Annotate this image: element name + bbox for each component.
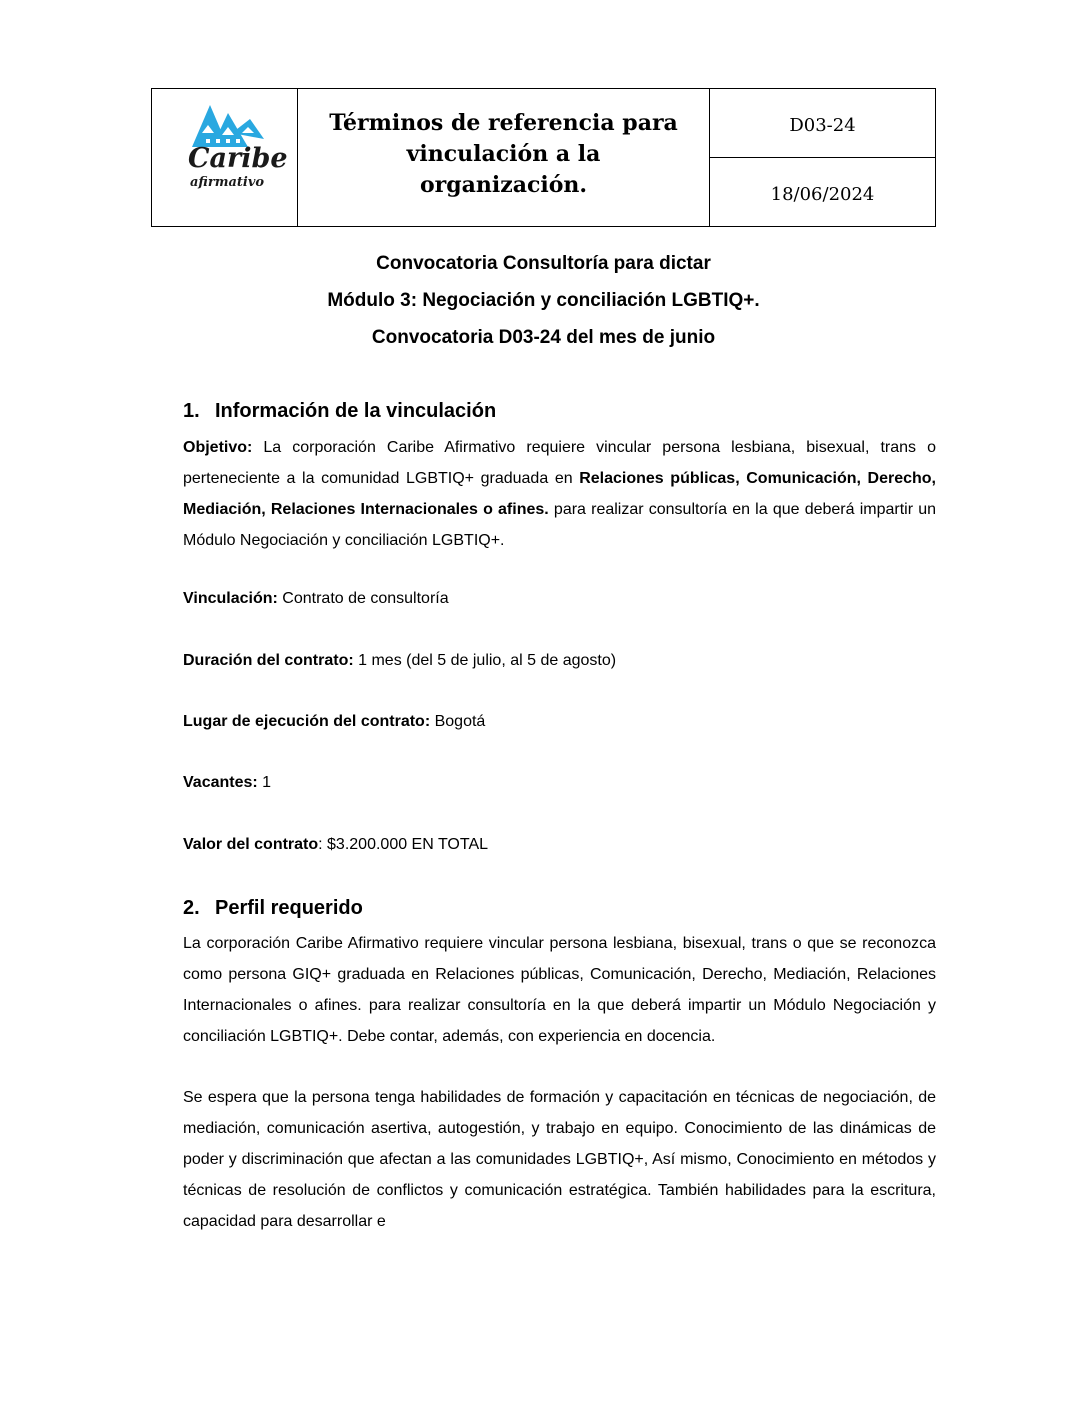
section-2-number: 2. xyxy=(183,897,200,919)
field-label: Duración del contrato: xyxy=(183,652,354,669)
code-cell xyxy=(710,89,935,158)
section-1-number: 1. xyxy=(183,400,200,422)
field-vinculacion xyxy=(183,590,449,608)
field-label: Lugar de ejecución del contrato: xyxy=(183,713,431,730)
field-value: 1 xyxy=(257,774,272,791)
announcement-line-1: Convocatoria Consultoría para dictar xyxy=(376,253,711,274)
field-value: Contrato de consultoría xyxy=(277,590,449,607)
document-title: Términos de referencia para vinculación a la organización. xyxy=(329,110,678,198)
title-cell xyxy=(298,89,710,226)
field-value: Bogotá xyxy=(430,713,486,730)
field-label: Vinculación: xyxy=(183,590,278,607)
announcement-line-2: Módulo 3: Negociación y conciliación LGBTIQ+. xyxy=(327,290,760,311)
field-label: Valor del contrato xyxy=(183,836,319,853)
objective-text-b: para realizar consultoría en la que deberá impartir un Módulo Negociación y conciliación LGBTIQ+. xyxy=(183,501,937,549)
objective-fields: Relaciones públicas, Comunicación, Derecho, Mediación, Relaciones Internacionales o afines. xyxy=(183,470,936,518)
document-code: D03-24 xyxy=(789,115,856,136)
objective-paragraph xyxy=(183,432,936,556)
document-date: 18/06/2024 xyxy=(770,184,875,205)
logo-wordmark: Caribe xyxy=(188,143,288,174)
field-vacantes xyxy=(183,774,271,792)
logo-subtitle: afirmativo xyxy=(190,175,265,190)
objective-label: Objetivo: xyxy=(183,439,253,456)
objective-text-a: La corporación Caribe Afirmativo requiere vincular persona lesbiana, bisexual, trans o perteneciente a la comunidad LGBTIQ+ graduada en xyxy=(183,439,936,487)
announcement-line-3: Convocatoria D03-24 del mes de junio xyxy=(371,327,716,348)
section-1-heading xyxy=(183,400,496,423)
date-cell xyxy=(710,158,935,226)
field-value: 1 mes (del 5 de julio, al 5 de agosto) xyxy=(353,652,617,669)
field-value: : $3.200.000 EN TOTAL xyxy=(318,836,489,853)
field-duracion xyxy=(183,652,616,670)
field-lugar xyxy=(183,713,485,731)
field-label: Vacantes: xyxy=(183,774,258,791)
logo-cell xyxy=(152,89,298,226)
field-valor xyxy=(183,836,488,854)
section-1-title: Información de la vinculación xyxy=(215,400,497,422)
header-table xyxy=(151,88,936,227)
profile-paragraph-1: La corporación Caribe Afirmativo requiere vincular persona lesbiana, bisexual, trans o que se reconozca como persona GIQ+ graduada en Relaciones públicas, Comunicación, Derecho, Mediación, Relaciones Internacionales o afines. para realizar consultoría en la que deberá impartir un Módulo Negociación y conciliación LGBTIQ+. Debe contar, además, con experiencia en docencia. xyxy=(183,935,936,1045)
section-2-title: Perfil requerido xyxy=(215,897,363,919)
profile-paragraph-2: Se espera que la persona tenga habilidades de formación y capacitación en técnicas de negociación, de mediación, comunicación asertiva, autogestión, y trabajo en equipo. Conocimiento de las dinámicas de poder y discriminación que afectan a las comunidades LGBTIQ+, Así mismo, Conocimiento en métodos y técnicas de resolución de conflictos y comunicación estratégica. También habilidades para la escritura, capacidad para desarrollar e xyxy=(183,1089,936,1230)
section-2-heading xyxy=(183,897,363,920)
